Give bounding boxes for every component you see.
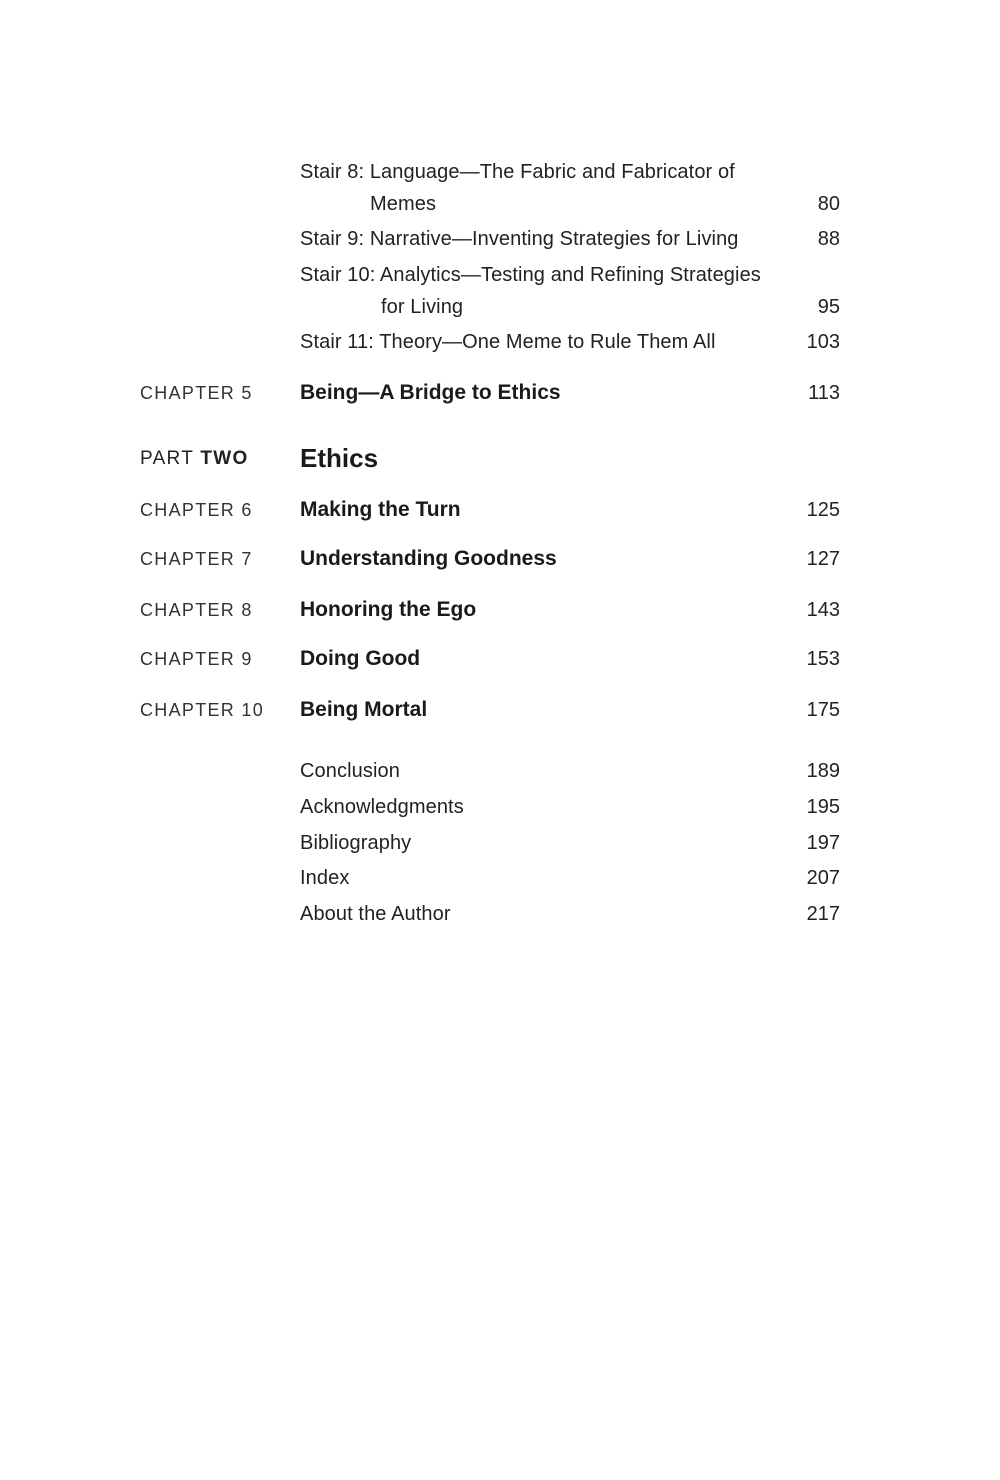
chapter-title: Being—A Bridge to Ethics	[300, 381, 561, 404]
part-label	[140, 442, 249, 476]
chapter-title: Doing Good	[300, 647, 421, 670]
chapter-label: CHAPTER 10	[140, 700, 265, 720]
toc-page-number: 80	[817, 193, 840, 215]
toc-page-number: 175	[806, 699, 840, 721]
part-label-word: TWO	[200, 448, 249, 469]
toc-page-number: 197	[806, 832, 840, 854]
part-title: Ethics	[300, 443, 379, 473]
chapter-label: CHAPTER 8	[140, 600, 253, 620]
toc-page-number: 103	[806, 331, 840, 353]
toc-page-number: 113	[808, 382, 840, 404]
toc-entry-acknowledgments: Acknowledgments	[300, 796, 464, 818]
toc-entry-stair-11: Stair 11: Theory—One Meme to Rule Them All	[300, 331, 716, 353]
chapter-title: Being Mortal	[300, 698, 428, 721]
chapter-title: Making the Turn	[300, 498, 461, 521]
toc-page-number: 217	[806, 903, 840, 925]
toc-entry-stair-9: Stair 9: Narrative—Inventing Strategies for Living	[300, 228, 739, 250]
chapter-title: Honoring the Ego	[300, 598, 477, 621]
toc-page-number: 195	[806, 796, 840, 818]
chapter-label: CHAPTER 7	[140, 549, 253, 569]
part-label-prefix: PART	[140, 448, 194, 469]
chapter-label: CHAPTER 9	[140, 649, 253, 669]
toc-page-number: 125	[806, 499, 840, 521]
toc-entry-stair-10-line1: Stair 10: Analytics—Testing and Refining Strategies	[300, 264, 761, 286]
chapter-label: CHAPTER 5	[140, 383, 253, 403]
toc-page-number: 189	[806, 760, 840, 782]
toc-entry-conclusion: Conclusion	[300, 760, 400, 782]
toc-entry-stair-8-line2: Memes	[370, 193, 437, 215]
toc-page-number: 88	[817, 228, 840, 250]
toc-page-number: 207	[806, 867, 840, 889]
toc-page-number: 127	[806, 548, 840, 570]
toc-page-number: 153	[806, 648, 840, 670]
toc-entry-bibliography: Bibliography	[300, 832, 412, 854]
toc-page-number: 95	[817, 296, 840, 318]
chapter-label: CHAPTER 6	[140, 500, 253, 520]
toc-entry-stair-8-line1: Stair 8: Language—The Fabric and Fabricator of	[300, 161, 735, 183]
toc-entry-index: Index	[300, 867, 350, 889]
toc-entry-about-the-author: About the Author	[300, 903, 451, 925]
toc-page-number: 143	[806, 599, 840, 621]
toc-entry-stair-10-line2: for Living	[381, 296, 464, 318]
chapter-title: Understanding Goodness	[300, 547, 557, 570]
